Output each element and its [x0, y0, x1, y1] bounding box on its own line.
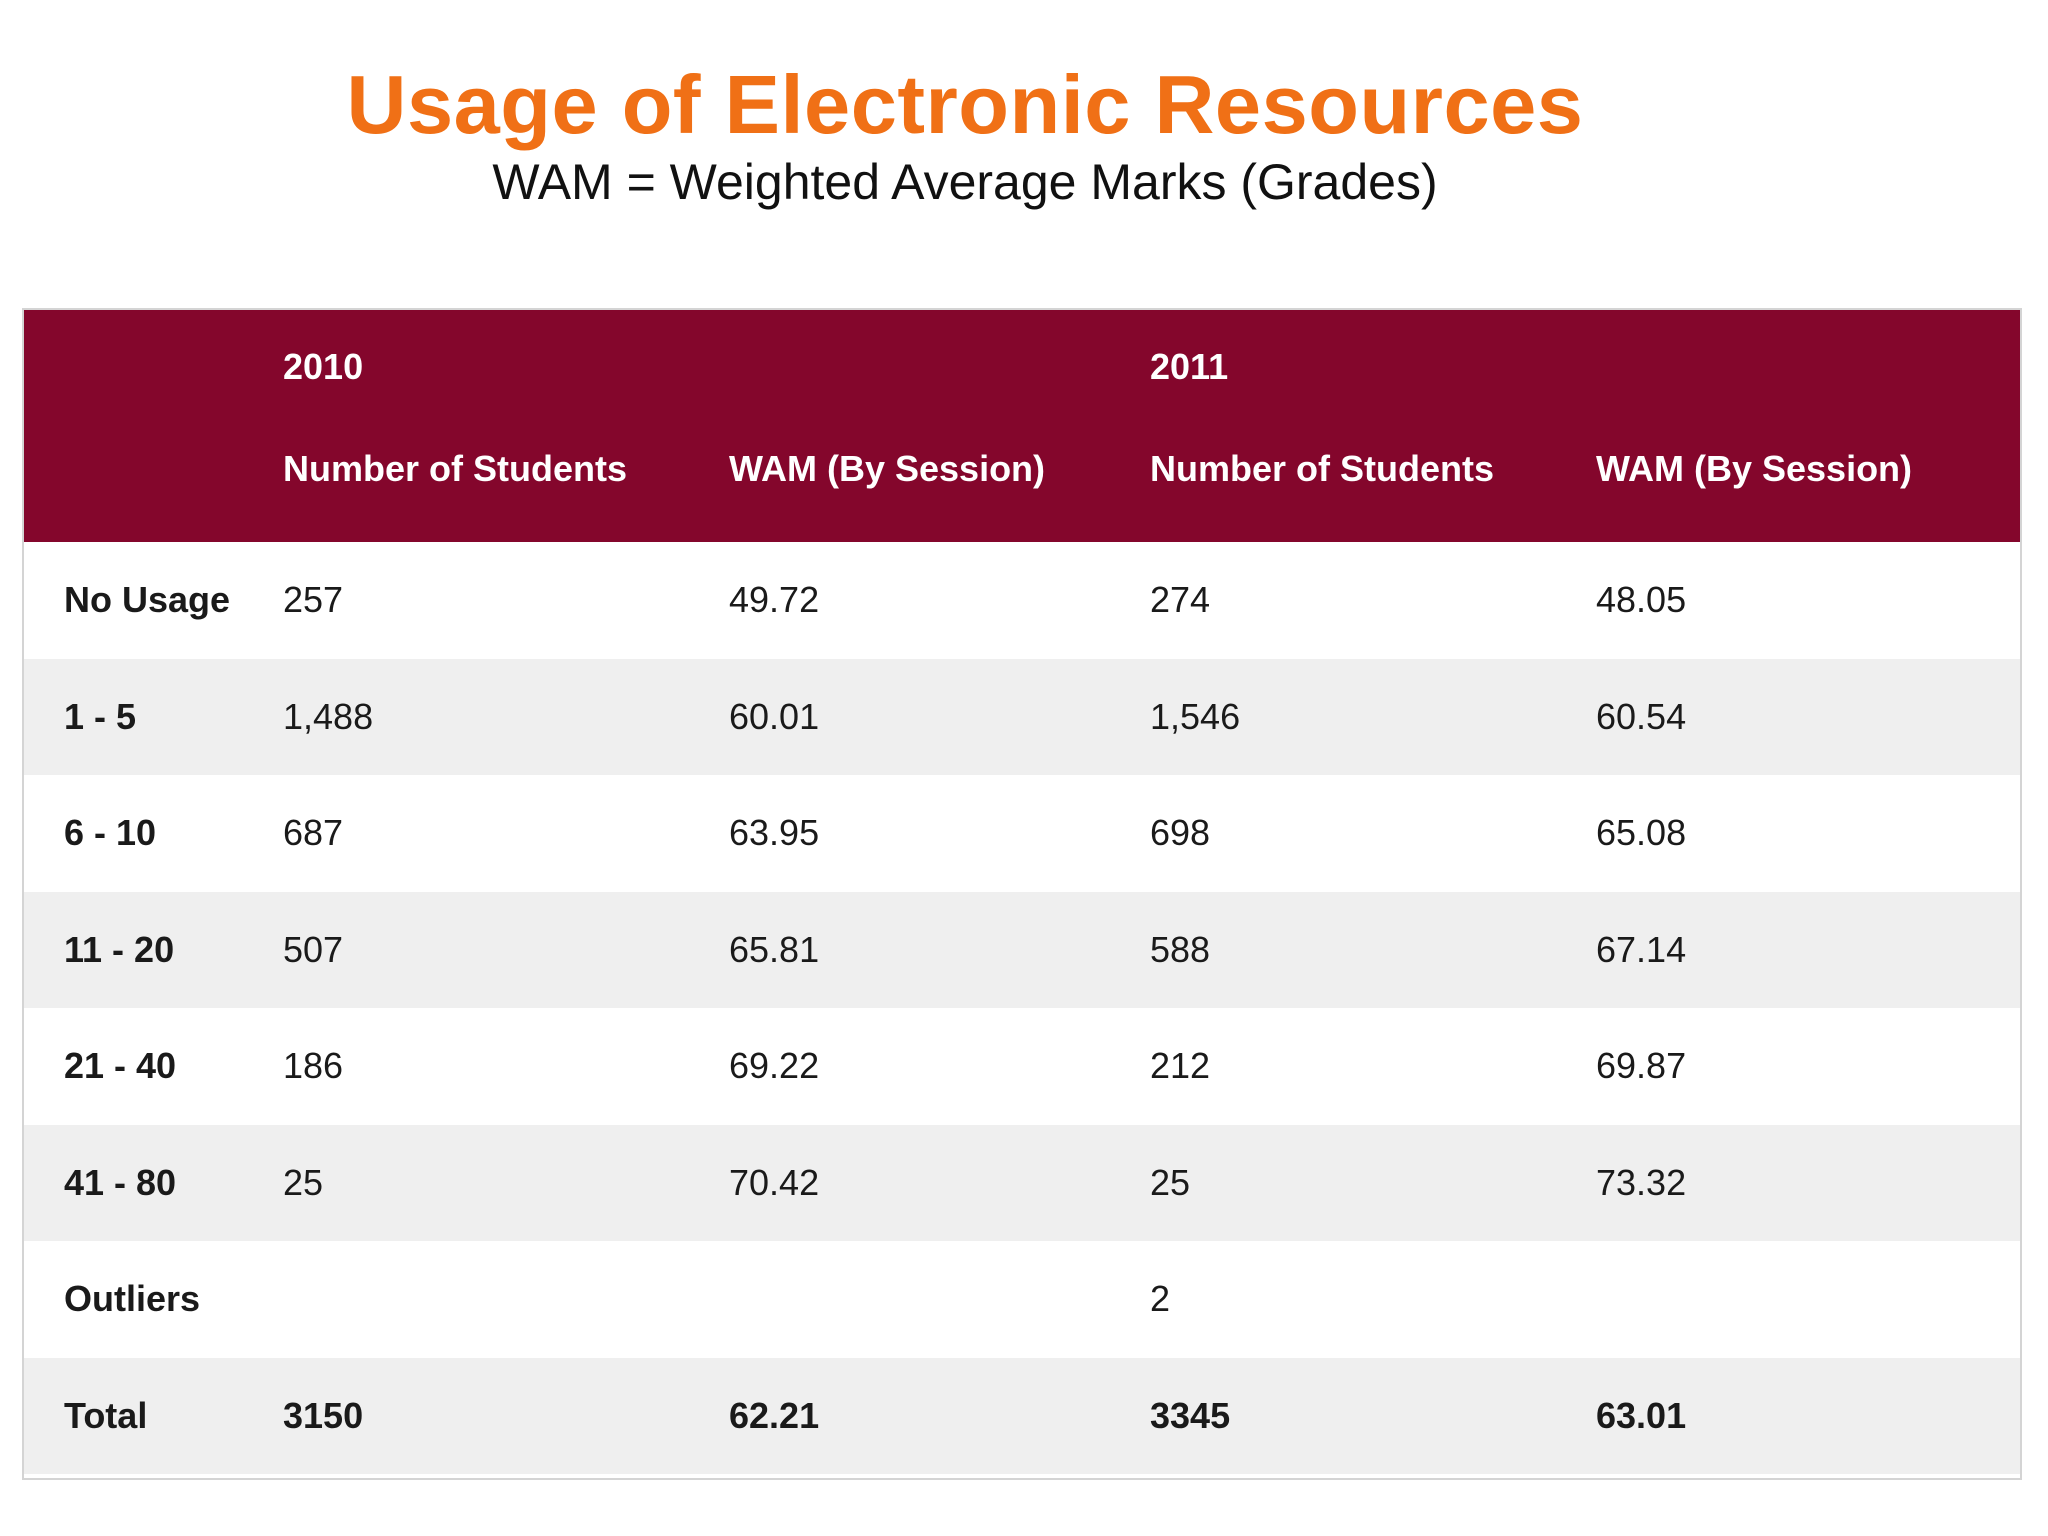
table-year-header-row: [24, 310, 2020, 410]
table-cell: 25: [283, 1161, 324, 1203]
row-label: Total: [64, 1394, 148, 1436]
page-subtitle: WAM = Weighted Average Marks (Grades): [492, 154, 1438, 210]
table-cell: 60.54: [1596, 695, 1687, 737]
table-cell: [729, 1241, 1150, 1358]
row-label: 11 - 20: [64, 928, 175, 970]
table-cell: 2: [1150, 1278, 1171, 1320]
table-row: [24, 1125, 2020, 1242]
table-cell: 69.22: [729, 1045, 820, 1087]
page-title: Usage of Electronic Resources: [346, 58, 1584, 151]
table-cell: 3150: [283, 1394, 364, 1436]
year-header-2010: 2010: [283, 346, 364, 387]
table-row: [24, 659, 2020, 776]
column-header-wam-2011: WAM (By Session): [1596, 448, 1913, 489]
table-cell: 69.87: [1596, 1045, 1687, 1087]
table-cell: 48.05: [1596, 579, 1687, 621]
table-cell: 25: [1150, 1161, 1191, 1203]
table-total-row: [24, 1358, 2020, 1475]
row-label: 21 - 40: [64, 1045, 177, 1087]
table-cell: 507: [283, 928, 344, 970]
row-label: Outliers: [64, 1278, 201, 1320]
table-row: [24, 542, 2020, 659]
table-cell: 3345: [1150, 1394, 1231, 1436]
table-cell: 274: [1150, 579, 1211, 621]
table-row: [24, 775, 2020, 892]
table-cell: 687: [283, 812, 344, 854]
table-cell: 186: [283, 1045, 344, 1087]
column-header-wam-2010: WAM (By Session): [729, 448, 1046, 489]
corner-header-cell: [24, 310, 283, 410]
table-cell: 63.01: [1596, 1394, 1687, 1436]
table-cell: 49.72: [729, 579, 820, 621]
table-cell: 212: [1150, 1045, 1211, 1087]
column-header-students-2011: Number of Students: [1150, 448, 1495, 489]
table-cell: 70.42: [729, 1161, 820, 1203]
column-header-students-2010: Number of Students: [283, 448, 628, 489]
row-label-header-cell: [24, 410, 283, 542]
usage-table: [24, 310, 2020, 1474]
table-cell: [1596, 1241, 2020, 1358]
table-cell: 62.21: [729, 1394, 820, 1436]
table-cell: 1,546: [1150, 695, 1241, 737]
table-row: [24, 1008, 2020, 1125]
table-cell: 257: [283, 579, 344, 621]
table-cell: [283, 1241, 729, 1358]
usage-table-container: [22, 308, 2022, 1480]
table-cell: 67.14: [1596, 928, 1687, 970]
table-row: [24, 1241, 2020, 1358]
row-label: No Usage: [64, 579, 231, 621]
table-cell: 65.81: [729, 928, 820, 970]
year-header-2011: 2011: [1150, 346, 1229, 387]
table-cell: 63.95: [729, 812, 820, 854]
table-cell: 588: [1150, 928, 1211, 970]
row-label: 1 - 5: [64, 695, 137, 737]
table-cell: 65.08: [1596, 812, 1687, 854]
table-cell: 73.32: [1596, 1161, 1687, 1203]
table-row: [24, 892, 2020, 1009]
table-cell: 1,488: [283, 695, 374, 737]
table-cell: 698: [1150, 812, 1211, 854]
row-label: 6 - 10: [64, 812, 157, 854]
table-cell: 60.01: [729, 695, 820, 737]
row-label: 41 - 80: [64, 1161, 177, 1203]
table-column-header-row: [24, 410, 2020, 542]
